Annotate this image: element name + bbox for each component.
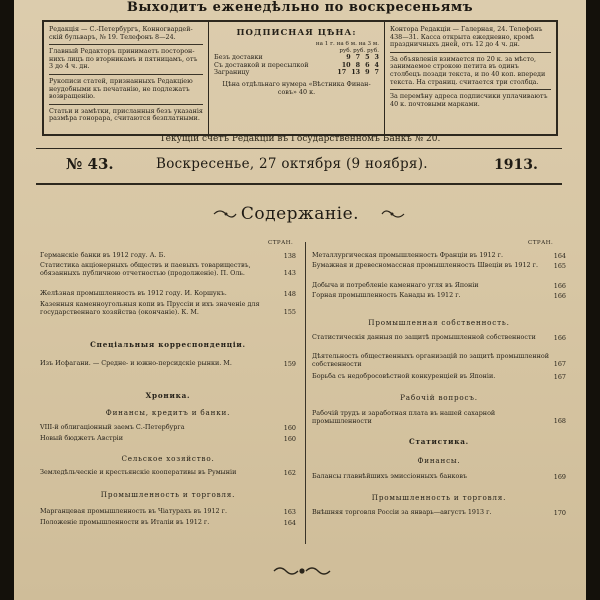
toc-entry [312,262,566,270]
toc-entry [312,353,566,368]
toc-title: Содержаніе. [240,204,360,224]
price-row [214,69,379,77]
toc-entry [40,252,296,260]
subsection-heading: Промышленность и торговля. [371,493,507,502]
issue-number: № 43. [66,155,114,173]
ornament-right-icon [380,206,406,222]
toc-entry-title: Дѣятельность общественныхъ организацій по защитѣ промышленной собственности [312,352,549,368]
toc-entry-page: 160 [283,435,296,443]
subscription-info-box [42,20,558,136]
divider [36,148,562,149]
manuscripts-note: Рукописи статей, признанныхъ Редакціею неудобными къ печатанію, не подлежатъ возвращенію. [49,76,193,101]
toc-entry [312,282,566,290]
toc-entry-page: 167 [553,373,566,381]
divider [390,52,551,53]
toc-entry-page: 159 [283,360,296,368]
section-heading: Статистика. [409,437,469,446]
price-value: 4 [374,60,379,69]
bank-account-line: Текущій счетъ Редакціи въ Государственномъ Банкѣ № 20. [159,134,441,144]
price-value: 9 [365,68,370,77]
toc-entry-title: Статистика акціонерныхъ обществъ и паевыхъ товариществъ, обязанныхъ публичною отчетностью (продолженіе). П. Оль. [40,261,251,277]
toc-entry-page: 148 [283,290,296,298]
toc-entry-title: Балансы главнѣйшихъ эмиссіонныхъ банковъ [312,472,468,481]
section-heading: Хроника. [145,391,191,400]
divider [49,74,203,75]
price-row-label: Заграницу [214,68,250,77]
toc-entry-page: 170 [553,509,566,517]
ornament-divider-icon [272,565,332,577]
subsection-heading: Промышленная собственность. [368,318,510,327]
toc-entry [312,410,566,425]
toc-entry [40,301,296,316]
toc-entry [40,469,296,477]
toc-entry-title: Земледѣльческіе и крестьянскіе кооперативы въ Румыніи [40,468,237,477]
section-heading: Спеціальныя корреспонденціи. [90,340,246,349]
toc-entry-title: Новый бюджетъ Австріи [40,434,123,443]
subsection-heading: Промышленность и торговля. [100,490,236,499]
toc-entry-title: Рабочій трудъ и заработная плата въ нашей сахарной промышленности [312,409,496,425]
toc-entry [312,292,566,300]
toc-entry-page: 164 [553,252,566,260]
toc-entry [312,373,566,381]
toc-entry-title: Казенныя каменноугольныя копи въ Пруссіи и ихъ значеніе для государственнаго хозяйства (окончаніе). К. М. [40,300,260,316]
toc-entry-page: 166 [553,282,566,290]
issue-date: Воскресенье, 27 октября (9 ноября). [156,156,428,172]
price-value: 10 [341,60,351,69]
toc-entry-title: Изъ Исфагани. — Средне- и южно-персидскіе рынки. М. [40,359,232,368]
divider [49,44,203,45]
newspaper-page [14,0,586,600]
toc-entry-title: Статистическія данныя по защитѣ промышленной собственности [312,333,536,342]
toc-entry [40,508,296,516]
toc-entry-title: Борьба съ недобросовѣстной конкуренціей въ Японіи. [312,372,496,381]
subsection-heading: Сельское хозяйство. [121,454,215,463]
toc-entry [40,290,296,298]
toc-entry-page: 165 [553,262,566,270]
divider [36,183,562,185]
subsection-heading: Финансы, кредитъ и банки. [105,408,231,417]
price-value: 17 [337,68,347,77]
price-value: 13 [351,68,361,77]
toc-entry [312,473,566,481]
toc-entry-page: 143 [283,269,296,278]
page-column-header: СТРАН. [268,240,294,246]
price-value: 7 [374,68,379,77]
advertising-rates: За объявленія взимается по 20 к. за мѣсто, занимаемое строкою петита въ одинъ столбецъ позади текста, и по 40 коп. впереди текста. На страниц. считается три столбца. [390,54,546,86]
subsection-heading: Рабочій вопросъ. [400,393,478,402]
toc-entry-title: Внѣшняя торговля Россіи за январь—августъ 1913 г. [312,508,492,517]
toc-entry-title: Металлургическая промышленность Франціи въ 1912 г. [312,251,504,260]
price-value: 5 [365,53,370,62]
toc-entry-page: 166 [553,334,566,342]
toc-entry-page: 155 [283,308,296,317]
toc-entry-title: VIII-й облигаціонный заемъ С.-Петербурга [40,423,185,432]
toc-entry-title: Германскіе банки въ 1912 году. А. Б. [40,251,166,260]
office-info-column [385,22,556,134]
price-header-row [214,41,379,48]
subscription-price-column [209,22,385,134]
subscription-title: ПОДПИСНАЯ ЦѢНА: [236,28,357,38]
toc-entry-page: 164 [283,519,296,527]
address-change-note: За перемѣну адреса подписчики уплачиваютъ 40 к. почтовыми марками. [390,92,548,108]
term-header: на 3 м. [358,41,379,47]
toc-entry [40,519,296,527]
editorial-info-column [44,22,209,134]
term-header: на 1 г. [315,41,335,47]
toc-entry-page: 169 [553,473,566,481]
toc-entry [40,262,296,277]
toc-entry-page: 168 [553,417,566,426]
price-value: 3 [374,53,379,62]
toc-entry-title: Марганцевая промышленность въ Чіатурахъ въ 1912 г. [40,507,228,516]
page-column-header: СТРАН. [528,240,554,246]
masthead: Выходитъ еженедѣльно по воскресеньямъ [126,0,474,15]
toc-entry [312,252,566,260]
price-value: 6 [365,60,370,69]
divider [390,89,551,90]
editor-hours: Главный Редакторъ принимаетъ постороннихъ лицъ по вторникамъ и пятницамъ, отъ 3 до 4 ч. дн. [49,47,198,71]
single-copy-price: Цѣна отдѣльнаго нумера «Вѣстника Финансовъ» 40 к. [222,79,371,96]
toc-entry-page: 138 [283,252,296,260]
price-value: 9 [346,53,351,62]
toc-entry-page: 160 [283,424,296,432]
toc-entry-page: 167 [553,360,566,369]
toc-entry [312,334,566,342]
term-header: на 6 м. [336,41,357,47]
price-row-label: Съ доставкой и пересылкой [214,60,309,69]
divider [49,104,203,105]
toc-entry [40,360,296,368]
toc-entry-title: Желѣзная промышленность въ 1912 году. И. Коршукъ. [40,289,227,298]
price-value: 8 [355,60,361,69]
toc-entry [40,435,296,443]
subsection-heading: Финансы. [417,456,461,465]
toc-entry-title: Бумажная и древесномассная промышленность Швеціи въ 1912 г. [312,261,539,270]
column-divider [305,242,306,544]
price-value: 7 [355,53,361,62]
fees-note: Статьи и замѣтки, присланныя безъ указанія размѣра гонорара, считаются безплатными. [49,106,203,123]
currency-units: руб. руб. руб. [339,47,379,54]
toc-entry [40,424,296,432]
toc-entry-page: 166 [553,292,566,300]
issue-year: 1913. [494,157,538,173]
price-row-label: Безъ доставки [214,53,263,62]
toc-entry-title: Добыча и потребленіе каменнаго угля въ Японіи [312,281,479,290]
toc-entry-page: 163 [283,508,296,516]
editorial-address: Редакція — С.-Петербургъ, Конногвардейскій бульваръ, № 19. Телефонъ 8—24. [49,25,193,41]
office-address: Контора Редакціи — Галерная, 24. Телефонъ 438—31. Касса открыта ежедневно, кромѣ праздничныхъ дней, отъ 12 до 4 ч. дн. [390,25,543,49]
toc-entry-page: 162 [283,469,296,477]
toc-entry-title: Положеніе промышленности въ Италіи въ 1912 г. [40,518,210,527]
toc-entry-title: Горная промышленность Канады въ 1912 г. [312,291,461,300]
toc-entry [312,509,566,517]
